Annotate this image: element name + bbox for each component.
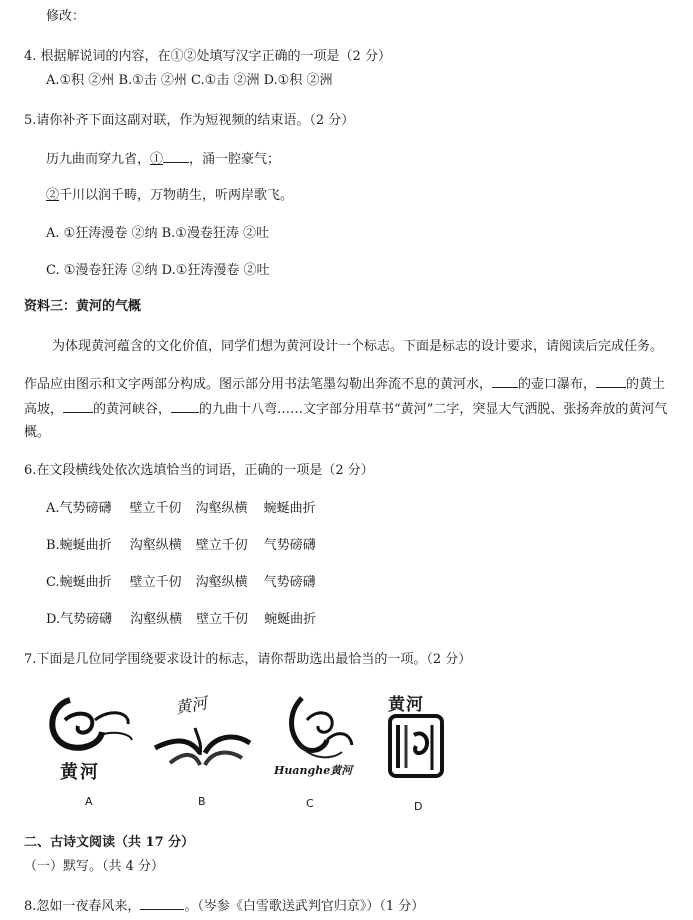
logo-b-image	[150, 693, 255, 788]
q4-stem: 4. 根据解说词的内容，在①②处填写汉字正确的一项是（2 分）	[24, 49, 391, 64]
modify-line: 修改：	[46, 9, 86, 24]
q5-couplet-line2: ②千川以润千畴，万物萌生，听两岸歌飞。	[46, 188, 294, 203]
q5-options-ab: A. ①狂涛漫卷 ②纳 B.①漫卷狂涛 ②吐	[46, 226, 270, 241]
q7-stem: 7.下面是几位同学围绕要求设计的标志，请你帮助选出最恰当的一项。（2 分）	[24, 652, 472, 667]
material3-intro: 为体现黄河蕴含的文化价值，同学们想为黄河设计一个标志。下面是标志的设计要求，请阅读后完成任务。	[52, 339, 664, 354]
logo-c-image	[272, 690, 362, 785]
q5-couplet-line1: 历九曲而穿九省，① ，涌一腔豪气；	[46, 152, 281, 167]
logo-b-label: B	[198, 795, 206, 808]
logo-a-text: 黄河	[60, 762, 100, 783]
logo-a-label: A	[85, 795, 93, 808]
q6-option-d: D.气势磅礴 沟壑纵横 壁立千仞 蜿蜒曲折	[46, 612, 317, 627]
q5-stem: 5.请你补齐下面这副对联，作为短视频的结束语。（2 分）	[24, 113, 355, 128]
section2-subtitle: （一）默写。（共 4 分）	[24, 859, 165, 874]
q6-option-b: B.蜿蜒曲折 沟壑纵横 壁立千仞 气势磅礴	[46, 538, 316, 553]
section2-title: 二、古诗文阅读（共 17 分）	[24, 835, 195, 850]
logo-a-image	[40, 690, 140, 785]
requirement-line2: 高坡， 的黄河峡谷， 的九曲十八弯……文字部分用草书“黄河”二字，突显大气洒脱、张扬奔放的黄河气	[24, 402, 668, 417]
logo-c-text: Huanghe黄河	[274, 764, 353, 777]
logo-c-label: C	[306, 797, 314, 810]
logo-d-label: D	[414, 800, 423, 813]
material3-title: 资料三：黄河的气概	[24, 299, 142, 314]
logo-b-text: 黄河	[173, 693, 209, 718]
q5-options-cd: C. ①漫卷狂涛 ②纳 D.①狂涛漫卷 ②吐	[46, 263, 270, 278]
logo-d-text: 黄河	[388, 695, 424, 715]
q6-option-a: A.气势磅礴 壁立千仞 沟壑纵横 蜿蜒曲折	[46, 501, 316, 516]
logo-d-image	[382, 690, 452, 790]
q8-line: 8.忽如一夜春风来， 。（岑参《白雪歌送武判官归京》）（1 分）	[24, 899, 425, 914]
q6-option-c: C.蜿蜒曲折 壁立千仞 沟壑纵横 气势磅礴	[46, 575, 316, 590]
q6-stem: 6.在文段横线处依次选填恰当的词语，正确的一项是（2 分）	[24, 463, 374, 478]
q4-options: A.①积 ②州 B.①击 ②州 C.①击 ②洲 D.①积 ②洲	[46, 73, 333, 88]
requirement-line1: 作品应由图示和文字两部分构成。图示部分用书法笔墨勾勒出奔流不息的黄河水， 的壶口瀑布， 的黄土	[24, 377, 666, 392]
requirement-line3: 概。	[24, 425, 51, 440]
